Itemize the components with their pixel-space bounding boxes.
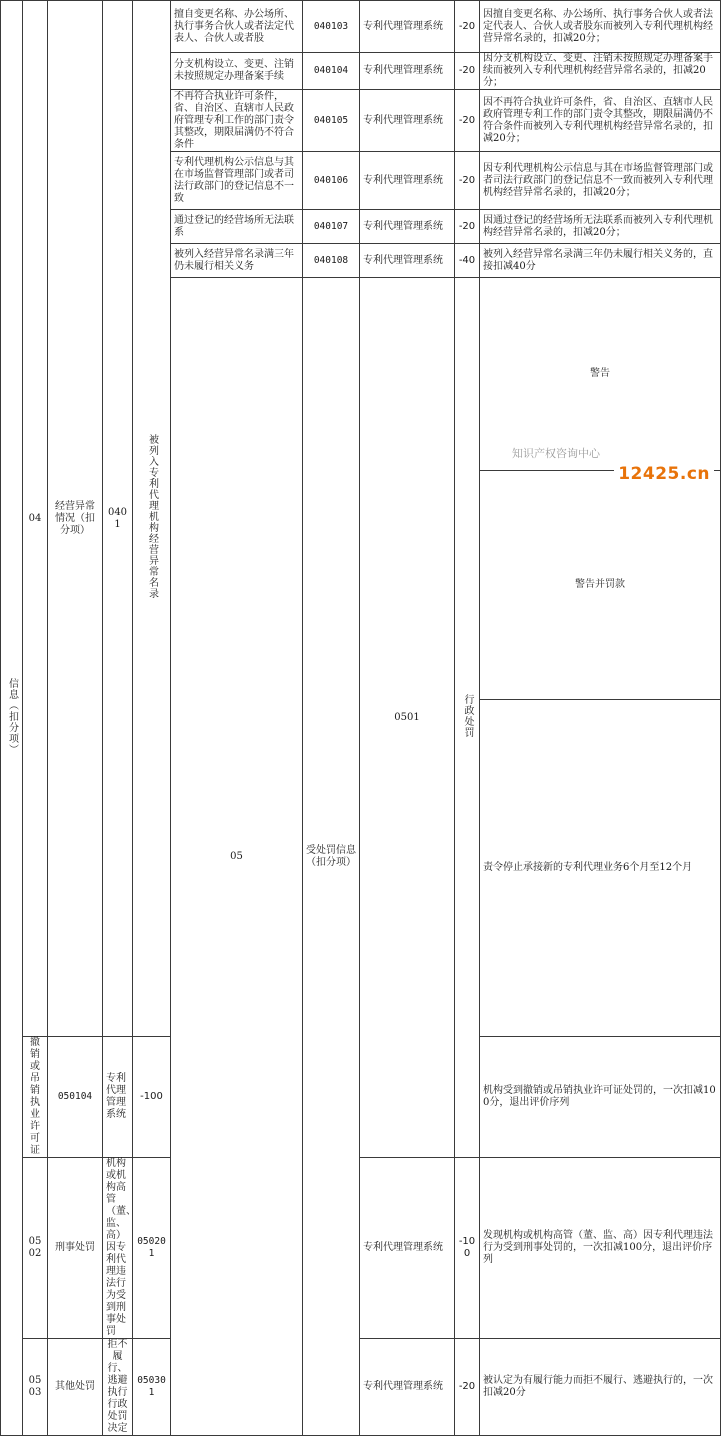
category-label: 信息（扣分项） [6,677,18,755]
indicator-desc: 机构或机构高管（董、监、高）因专利代理违法行为受到刑事处罚 [103,1158,133,1339]
score: -100 [455,1158,480,1339]
indicator-desc: 警告并罚款 [480,471,721,700]
scoring-rule: 机构受到撤销或吊销执业许可证处罚的，一次扣减100分，退出评价序列 [480,1037,721,1158]
scoring-rule: 因专利代理机构公示信息与其在市场监督管理部门或者司法行政部门的登记信息不一致而被列入专利代理机构经营异常名录的，扣减20分； [480,152,721,210]
indicator-desc: 不再符合执业许可条件，省、自治区、直辖市人民政府管理专利工作的部门责令其整改，期限届满仍不符合条件 [171,90,303,152]
source-watermark: 知识产权咨询中心 [512,447,600,460]
indicator-code: 040107 [303,210,360,244]
indicator-code: 040104 [303,53,360,90]
scoring-rule: 因通过登记的经营场所无法联系而被列入专利代理机构经营异常名录的，扣减20分； [480,210,721,244]
indicator-code: 040106 [303,152,360,210]
section-no: 04 [23,1,48,1037]
section-name: 受处罚信息（扣分项） [303,278,360,1436]
data-source: 专利代理管理系统 [360,1339,455,1436]
indicator-code: 050104 [48,1037,103,1158]
score: -20 [455,1339,480,1436]
indicator-code: 040103 [303,1,360,53]
table-row [1,1339,721,1436]
data-source: 专利代理管理系统 [360,90,455,152]
category-cell [1,1,23,1436]
data-source: 专利代理管理系统 [360,1,455,53]
section-name: 经营异常情况（扣分项） [48,1,103,1037]
scoring-rule: 因不再符合执业许可条件，省、自治区、直辖市人民政府管理专利工作的部门责令其整改，期限届满仍不符合条件而被列入专利代理机构经营异常名录的，扣减20分； [480,90,721,152]
score: -40 [455,244,480,278]
sub-code: 0401 [103,1,133,1037]
indicator-code: 040105 [303,90,360,152]
section-no: 05 [171,278,303,1436]
sub-code: 0502 [23,1158,48,1339]
indicator-code: 050201 [133,1158,171,1339]
indicator-desc: 专利代理机构公示信息与其在市场监督管理部门或者司法行政部门的登记信息不一致 [171,152,303,210]
data-source: 专利代理管理系统 [103,1037,133,1158]
indicator-desc: 警告 [480,278,721,471]
sub-name: 其他处罚 [48,1339,103,1436]
sub-code: 0501 [360,278,455,1158]
data-source: 专利代理管理系统 [360,210,455,244]
indicator-desc: 通过登记的经营场所无法联系 [171,210,303,244]
indicator-desc: 分支机构设立、变更、注销未按照规定办理备案手续 [171,53,303,90]
scoring-rule: 被认定为有履行能力而拒不履行、逃避执行的，一次扣减20分 [480,1339,721,1436]
site-watermark: 12425.cn [614,463,714,485]
indicator-desc: 被列入经营异常名录满三年仍未履行相关义务 [171,244,303,278]
scoring-rule: 被列入经营异常名录满三年仍未履行相关义务的，直接扣减40分 [480,244,721,278]
indicator-desc: 撤销或吊销执业许可证 [23,1037,48,1158]
data-source: 专利代理管理系统 [360,53,455,90]
indicator-desc: 责令停止承接新的专利代理业务6个月至12个月 [480,700,721,1037]
sub-name: 行政处罚 [455,278,480,1158]
indicator-desc: 擅自变更名称、办公场所、执行事务合伙人或者法定代表人、合伙人或者股 [171,1,303,53]
score: -20 [455,1,480,53]
sub-code: 0503 [23,1339,48,1436]
score: -20 [455,210,480,244]
scoring-rule: 因分支机构设立、变更、注销未按照规定办理备案手续而被列入专利代理机构经营异常名录的，扣减20分； [480,53,721,90]
score: -20 [455,152,480,210]
sub-name: 刑事处罚 [48,1158,103,1339]
score: -20 [455,53,480,90]
scoring-rule: 发现机构或机构高管（董、监、高）因专利代理违法行为受到刑事处罚的，一次扣减100分，退出评价序列 [480,1158,721,1339]
score: -20 [455,90,480,152]
sub-name: 被列入专利代理机构经营异常名录 [133,1,171,1037]
indicator-desc: 拒不履行、逃避执行行政处罚决定 [103,1339,133,1436]
data-source: 专利代理管理系统 [360,1158,455,1339]
table-row [1,1,721,53]
indicator-code: 040108 [303,244,360,278]
data-source: 专利代理管理系统 [360,244,455,278]
table-row [1,1158,721,1339]
scoring-rule: 因擅自变更名称、办公场所、执行事务合伙人或者法定代表人、合伙人或者股东而被列入专利代理机构经营异常名录的，扣减20分； [480,1,721,53]
data-source: 专利代理管理系统 [360,152,455,210]
score: -100 [133,1037,171,1158]
indicator-code: 050301 [133,1339,171,1436]
